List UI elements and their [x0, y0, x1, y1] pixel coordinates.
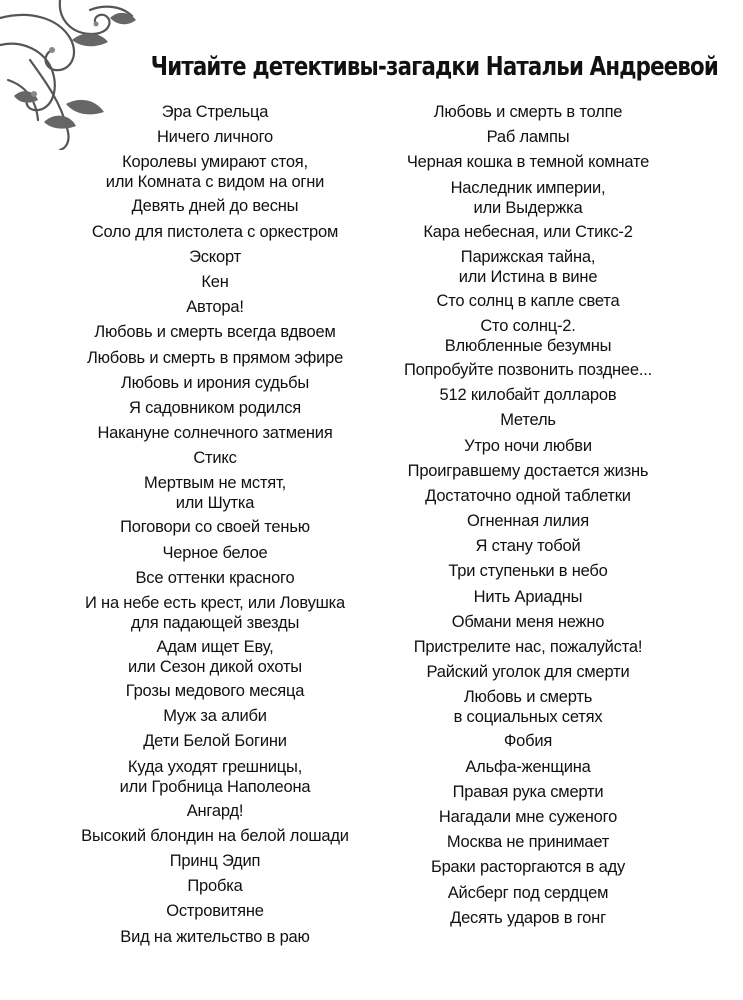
book-title-item: Черное белое [162, 543, 268, 562]
book-title-item: Адам ищет Еву, или Сезон дикой охоты [128, 638, 302, 676]
book-title-item: Три ступеньки в небо [448, 562, 608, 581]
book-title-item: Высокий блондин на белой лошади [81, 826, 349, 845]
book-title-item: 512 килобайт долларов [439, 386, 617, 405]
book-title-item: Куда уходят грешницы, или Гробница Наполеона [119, 757, 311, 796]
book-title-item: Любовь и смерть в социальных сетях [453, 688, 603, 727]
book-title-item: Девять дней до весны [131, 197, 299, 216]
book-title-item: Фобия [503, 732, 553, 751]
book-title-item: Островитяне [166, 902, 264, 921]
book-title-item: Проигравшему достается жизнь [407, 461, 649, 480]
book-title-item: Райский уголок для смерти [426, 663, 630, 682]
book-title-item: Кара небесная, или Стикс-2 [423, 222, 633, 241]
book-title-item: Нагадали мне суженого [438, 807, 618, 826]
book-title-item: Королевы умирают стоя, или Комната с видом на огни [105, 153, 325, 192]
book-title-item: Метель [500, 411, 556, 430]
book-title-item: Нить Ариадны [473, 587, 583, 606]
book-title-item: Соло для пистолета с оркестром [91, 222, 339, 241]
book-title-item: Автора! [186, 298, 244, 317]
book-title-item: Любовь и смерть в прямом эфире [86, 348, 344, 367]
book-title-item: Любовь и ирония судьбы [120, 373, 310, 392]
book-title-item: Раб лампы [486, 128, 570, 147]
book-title-item: Стикс [193, 449, 237, 468]
book-title-item: Я садовником родился [129, 398, 301, 417]
book-title-item: Сто солнц в капле света [436, 291, 620, 310]
book-title-item: Ангард! [186, 801, 244, 820]
book-title-item: Правая рука смерти [452, 782, 604, 801]
book-title-item: Дети Белой Богини [143, 732, 287, 751]
book-title-item: Ничего личного [156, 128, 274, 147]
book-title-item: Вид на жительство в раю [120, 927, 310, 946]
book-title-item: Я стану тобой [475, 537, 581, 556]
book-title-item: Принц Эдип [169, 851, 261, 870]
book-title-item: Грозы медового месяца [125, 682, 305, 700]
book-title-item: Айсберг под сердцем [447, 883, 609, 902]
book-title-item: Черная кошка в темной комнате [406, 153, 650, 172]
book-title-item: Любовь и смерть всегда вдвоем [94, 323, 336, 342]
book-title-item: Сто солнц-2. Влюбленные безумны [444, 316, 612, 355]
book-list-right [363, 100, 693, 931]
book-title-item: Кен [201, 272, 229, 291]
book-title-item: Накануне солнечного затмения [97, 424, 333, 443]
book-title-item: Эра Стрельца [161, 103, 269, 121]
book-title-item: Попробуйте позвонить позднее... [403, 360, 653, 379]
book-title-item: Десять ударов в гонг [450, 908, 606, 927]
book-title-item: Достаточно одной таблетки [425, 486, 631, 505]
book-title-item: Огненная лилия [467, 512, 589, 531]
page-title: Читайте детективы-загадки Натальи Андреевой [150, 52, 718, 82]
book-title-item: Муж за алиби [163, 707, 267, 726]
book-list-left [50, 100, 380, 950]
book-title-item: Мертвым не мстят, или Шутка [144, 474, 286, 513]
book-title-item: Обмани меня нежно [451, 612, 605, 631]
book-title-item: И на небе есть крест, или Ловушка для падающей звезды [84, 594, 346, 632]
book-title-item: Любовь и смерть в толпе [433, 103, 623, 121]
book-title-item: Наследник империи, или Выдержка [450, 178, 606, 217]
book-title-item: Пробка [187, 877, 243, 896]
book-title-item: Пристрелите нас, пожалуйста! [413, 638, 643, 656]
book-title-item: Альфа-женщина [465, 757, 591, 776]
book-title-item: Все оттенки красного [135, 568, 295, 587]
book-title-item: Браки расторгаются в аду [430, 858, 626, 877]
book-title-item: Утро ночи любви [464, 436, 592, 455]
book-title-item: Эскорт [189, 247, 241, 266]
book-title-item: Поговори со своей тенью [120, 518, 310, 537]
book-title-item: Москва не принимает [446, 833, 610, 852]
book-title-item: Парижская тайна, или Истина в вине [458, 247, 598, 286]
